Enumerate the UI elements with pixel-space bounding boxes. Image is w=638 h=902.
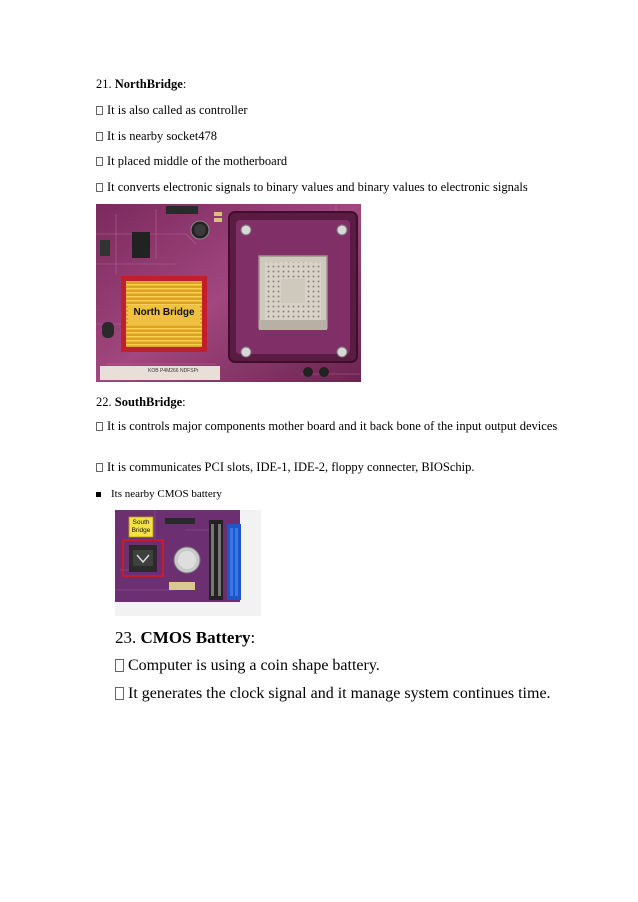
bullet-item [96, 128, 217, 144]
square-bullet-icon [96, 492, 101, 497]
northbridge-label: North Bridge [133, 307, 195, 318]
bullet-text: It is nearby socket478 [107, 129, 218, 143]
colon: : [182, 77, 187, 91]
bullet-text: It generates the clock signal and it manage system continues time. [128, 685, 551, 702]
bullet-text: It placed middle of the motherboard [107, 154, 288, 168]
motherboard-illustration [96, 204, 361, 382]
bullet-box-icon [96, 183, 103, 192]
bullet-text: It is also called as controller [107, 103, 248, 117]
northbridge-photo [96, 204, 361, 382]
bullet-box-icon [96, 132, 103, 141]
bullet-item [96, 153, 287, 169]
label-line: Bridge [131, 526, 151, 534]
colon: : [250, 628, 256, 647]
southbridge-label [129, 519, 153, 534]
section-title: SouthBridge [114, 395, 183, 409]
southbridge-photo [115, 510, 261, 616]
heading-northbridge [96, 76, 186, 92]
section-number: 22. [96, 395, 112, 409]
bullet-text: It converts electronic signals to binary values and binary values to electronic signals [107, 180, 528, 194]
square-bullet-item [96, 486, 222, 502]
section-title: NorthBridge [114, 77, 183, 91]
label-line: South [132, 519, 150, 526]
bullet-text: It is controls major components mother board and it back bone of the input output devices [107, 419, 558, 433]
bullet-item [96, 179, 528, 195]
bullet-box-icon [96, 157, 103, 166]
board-caption: KOB P4M266 NDFSPr [148, 368, 199, 374]
colon: : [182, 395, 186, 409]
section-number: 21. [96, 77, 112, 91]
heading-southbridge [96, 394, 186, 410]
bullet-box-icon [96, 106, 103, 115]
bullet-item [96, 102, 248, 118]
bullet-box-icon [96, 463, 103, 472]
bullet-box-icon [115, 687, 124, 700]
bullet-text: Its nearby CMOS battery [111, 488, 222, 500]
bullet-box-icon [115, 659, 124, 672]
bullet-text: It is communicates PCI slots, IDE-1, IDE-2, floppy connecter, BIOSchip. [107, 460, 475, 474]
heading-cmos-battery [115, 627, 255, 649]
bullet-item [96, 418, 562, 434]
bullet-item [115, 656, 380, 676]
section-title: CMOS Battery [140, 628, 251, 647]
bullet-item [96, 459, 475, 475]
section-number: 23. [115, 628, 137, 647]
bullet-text: Computer is using a coin shape battery. [128, 657, 380, 674]
bullet-box-icon [96, 422, 103, 431]
bullet-item [115, 684, 551, 704]
